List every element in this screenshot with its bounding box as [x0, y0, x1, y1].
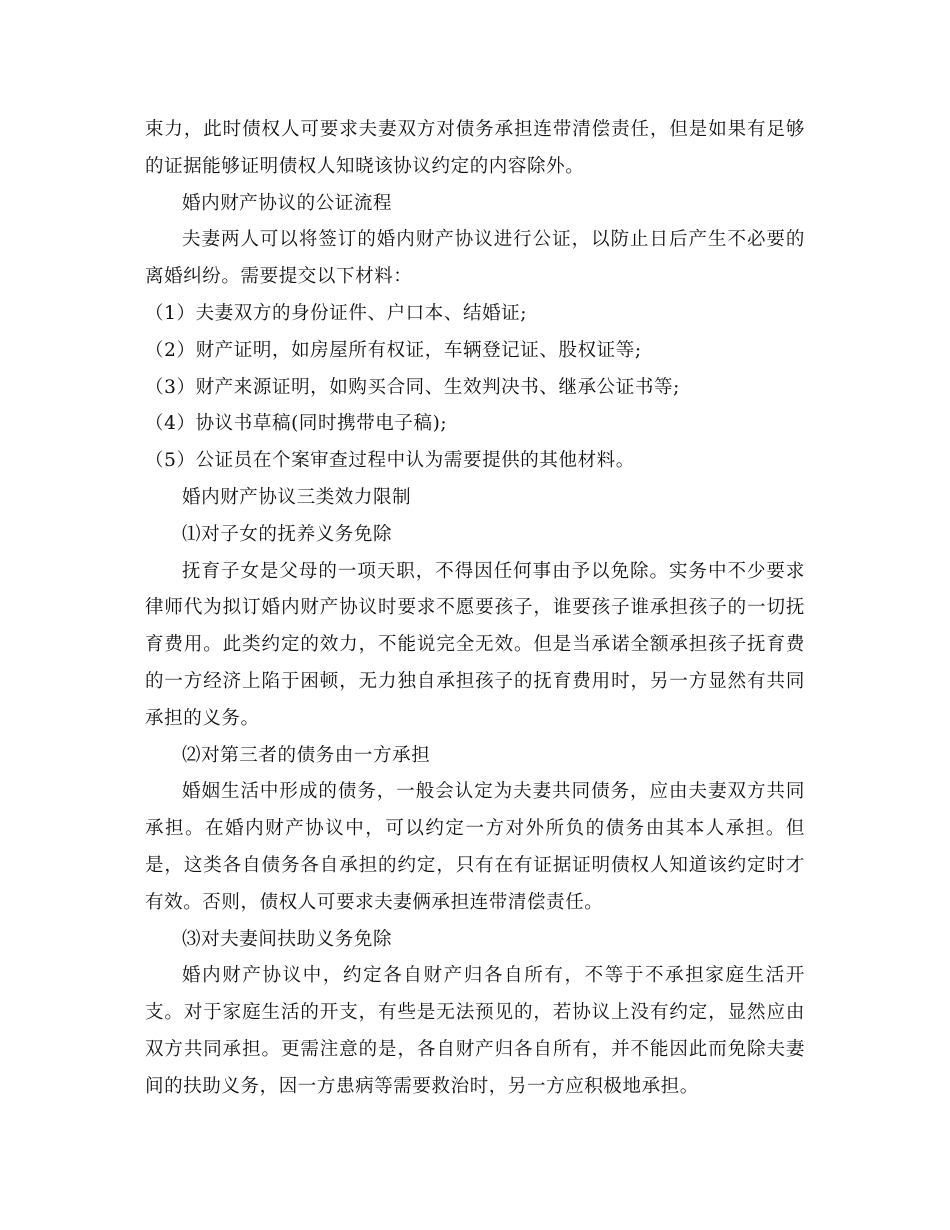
- subsection-heading: ⑵对第三者的债务由一方承担: [182, 744, 431, 766]
- paragraph: 抚育子女是父母的一项天职，不得因任何事由予以免除。实务中不少要求律师代为拟订婚内财产协议时要求不愿要孩子，谁要孩子谁承担孩子的一切抚育费用。此类约定的效力，不能说完全无效。但是当承诺全额承担孩子抚育费的一方经济上陷于困顿，无力独自承担孩子的抚育费用时，另一方显然有共同承担的义务。: [145, 560, 805, 729]
- subsection-heading: ⑶对夫妻间扶助义务免除: [182, 928, 393, 950]
- list-item: （5）公证员在个案审查过程中认为需要提供的其他材料。: [145, 450, 635, 472]
- paragraph: 婚内财产协议中，约定各自财产归各自所有，不等于不承担家庭生活开支。对于家庭生活的开支，有些是无法预见的，若协议上没有约定，显然应由双方共同承担。更需注意的是，各自财产归各自所有，并不能因此而免除夫妻间的扶助义务，因一方患病等需要救治时，另一方应积极地承担。: [145, 965, 805, 1097]
- list-item: （3）财产来源证明，如购买合同、生效判决书、继承公证书等;: [145, 376, 680, 398]
- paragraph: 夫妻两人可以将签订的婚内财产协议进行公证，以防止日后产生不必要的离婚纠纷。需要提交以下材料：: [145, 229, 805, 288]
- document-body: [145, 112, 805, 1106]
- section-heading: 婚内财产协议的公证流程: [182, 192, 393, 214]
- list-item: （4）协议书草稿(同时携带电子稿);: [145, 413, 448, 435]
- paragraph: 束力，此时债权人可要求夫妻双方对债务承担连带清偿责任，但是如果有足够的证据能够证明债权人知晓该协议约定的内容除外。: [145, 119, 805, 177]
- subsection-heading: ⑴对子女的抚养义务免除: [182, 523, 393, 545]
- list-item: （2）财产证明，如房屋所有权证，车辆登记证、股权证等;: [145, 339, 642, 361]
- list-item: （1）夫妻双方的身份证件、户口本、结婚证;: [145, 302, 528, 324]
- section-heading: 婚内财产协议三类效力限制: [182, 486, 412, 508]
- paragraph: 婚姻生活中形成的债务，一般会认定为夫妻共同债务，应由夫妻双方共同承担。在婚内财产协议中，可以约定一方对外所负的债务由其本人承担。但是，这类各自债务各自承担的约定，只有在有证据证明债权人知道该约定时才有效。否则，债权人可要求夫妻俩承担连带清偿责任。: [145, 781, 805, 913]
